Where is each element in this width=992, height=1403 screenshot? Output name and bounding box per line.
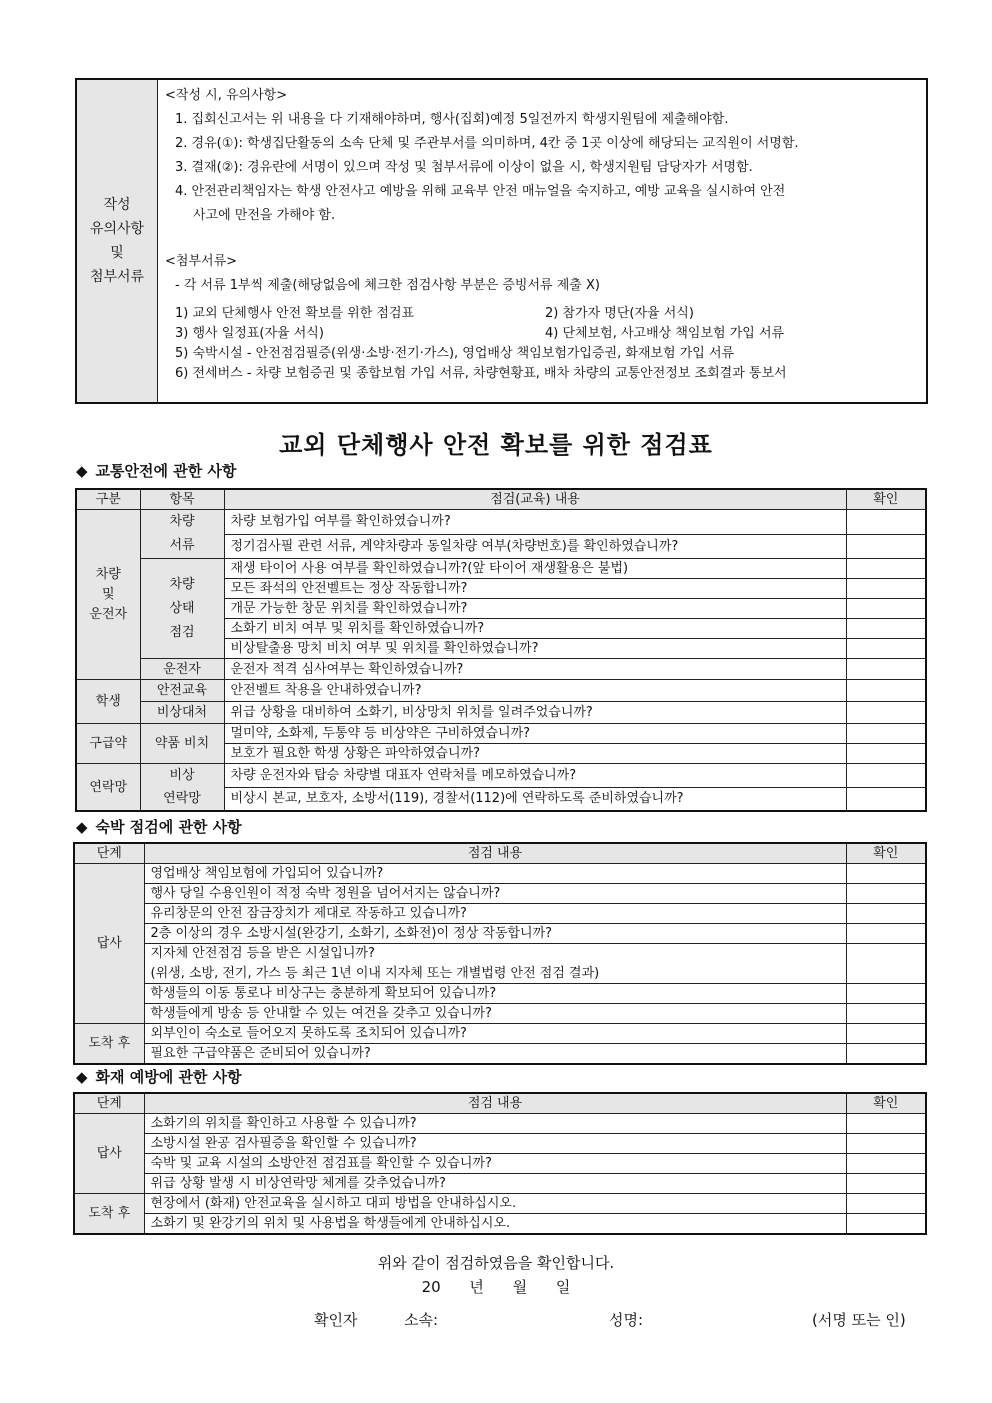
table-row: 지자체 안전점검 등을 받은 시설입니까? <box>144 944 846 964</box>
group-label: 차량 및 운전자 <box>89 566 128 622</box>
confirm-statement: 위와 같이 점검하였음을 확인합니다. <box>377 1254 615 1272</box>
document-title: 교외 단체행사 안전 확보를 위한 점검표 <box>279 430 713 459</box>
item-driver: 운전자 <box>140 659 224 680</box>
table-row: 안전벨트 착용을 안내하였습니까? <box>224 680 846 702</box>
item-vehicle-docs: 차량 서류 <box>140 510 224 559</box>
table-row: 소화기의 위치를 확인하고 사용할 수 있습니까? <box>144 1114 846 1134</box>
fire-checklist-table <box>73 1092 927 1235</box>
table-row: 위급 상황 발생 시 비상연락망 체계를 갖추었습니까? <box>144 1174 846 1194</box>
attach-item: 4) 단체보험, 사고배상 책임보험 가입 서류 <box>545 326 785 341</box>
attach-item: 2) 참가자 명단(자율 서식) <box>545 306 694 321</box>
stage-survey: 답사 <box>74 864 144 1024</box>
table-row: (위생, 소방, 전기, 가스 등 최근 1년 이내 지자체 또는 개별법령 안전 점검 결과) <box>144 964 846 984</box>
table-row: 현장에서 (화재) 안전교육을 실시하고 대피 방법을 안내하십시오. <box>144 1194 846 1214</box>
check-cell[interactable] <box>846 680 926 702</box>
check-cell[interactable] <box>846 984 926 1004</box>
side-label-line: 첨부서류 <box>89 269 145 285</box>
diamond-icon: ◆ <box>76 818 88 836</box>
check-cell[interactable] <box>846 639 926 659</box>
attach-title: <첨부서류> <box>165 254 238 269</box>
table-row: 소화기 및 완강기의 위치 및 사용법을 학생들에게 안내하십시오. <box>144 1214 846 1235</box>
table-row: 소방시설 완공 검사필증을 확인할 수 있습니까? <box>144 1134 846 1154</box>
side-label-line: 작성 <box>103 197 131 213</box>
table-row: 소화기 비치 여부 및 위치를 확인하였습니까? <box>224 619 846 639</box>
check-cell[interactable] <box>846 599 926 619</box>
notes-box <box>75 78 928 404</box>
group-vehicle-driver <box>76 510 140 680</box>
item-safety-edu: 안전교육 <box>140 680 224 702</box>
table-row: 외부인이 숙소로 들어오지 못하도록 조치되어 있습니까? <box>144 1024 846 1044</box>
date-line: 20 년 월 일 <box>421 1278 571 1296</box>
check-cell[interactable] <box>846 1194 926 1214</box>
lodging-checklist-table <box>73 842 927 1065</box>
notes-body <box>165 84 920 384</box>
table-row: 2층 이상의 경우 소방시설(완강기, 소화기, 소화전)이 정상 작동합니까? <box>144 924 846 944</box>
check-cell[interactable] <box>846 904 926 924</box>
check-cell[interactable] <box>846 724 926 744</box>
side-label-line: 유의사항 <box>89 221 145 237</box>
group-student: 학생 <box>76 680 140 724</box>
affiliation-field[interactable]: 소속: <box>404 1311 439 1329</box>
check-cell[interactable] <box>846 744 926 764</box>
item-emergency: 비상대처 <box>140 702 224 724</box>
table-row: 멀미약, 소화제, 두통약 등 비상약은 구비하였습니까? <box>224 724 846 744</box>
table-row: 위급 상황을 대비하여 소화기, 비상망치 위치를 일려주었습니까? <box>224 702 846 724</box>
check-cell[interactable] <box>846 510 926 535</box>
check-cell[interactable] <box>846 864 926 884</box>
caution-title: <작성 시, 유의사항> <box>165 88 288 103</box>
sign-label: (서명 또는 인) <box>812 1311 906 1329</box>
check-cell[interactable] <box>846 1134 926 1154</box>
side-label-line: 및 <box>110 245 124 261</box>
table-row: 개문 가능한 창문 위치를 확인하였습니까? <box>224 599 846 619</box>
section-heading-fire: ◆ 화재 예방에 관한 사항 <box>76 1068 242 1086</box>
caution-item: 2. 경유(①): 학생집단활동의 소속 단체 및 주관부서를 의미하며, 4칸 중 1곳 이상에 해당되는 교직원이 서명함. <box>175 136 799 151</box>
table-row: 차량 보험가입 여부를 확인하였습니까? <box>224 510 846 535</box>
header-check: 확인 <box>846 843 926 864</box>
check-cell[interactable] <box>846 1004 926 1024</box>
table-row: 정기검사필 관련 서류, 계약차량과 동일차량 여부(차량번호)를 확인하였습니까? <box>224 534 846 559</box>
table-row: 차량 운전자와 탑승 차량별 대표자 연락처를 메모하였습니까? <box>224 764 846 788</box>
table-row: 학생들에게 방송 등 안내할 수 있는 여건을 갖추고 있습니까? <box>144 1004 846 1024</box>
table-row: 비상탈출용 망치 비치 여부 및 위치를 확인하였습니까? <box>224 639 846 659</box>
header-content: 점검 내용 <box>144 843 846 864</box>
attach-item: 6) 전세버스 - 차량 보험증권 및 종합보험 가입 서류, 차량현황표, 배차 차량의 교통안전정보 조회결과 통보서 <box>175 366 787 381</box>
check-cell[interactable] <box>846 1154 926 1174</box>
table-row: 영업배상 책임보험에 가입되어 있습니까? <box>144 864 846 884</box>
diamond-icon: ◆ <box>76 1068 88 1086</box>
section-heading-traffic: ◆ 교통안전에 관한 사항 <box>76 462 237 480</box>
table-row: 유리창문의 안전 잠금장치가 제대로 작동하고 있습니까? <box>144 904 846 924</box>
header-stage: 단계 <box>74 843 144 864</box>
caution-item: 1. 집회신고서는 위 내용을 다 기재해야하며, 행사(집회)예정 5일전까지 학생지원팀에 제출해야함. <box>175 112 729 127</box>
stage-arrival: 도착 후 <box>74 1024 144 1065</box>
check-cell[interactable] <box>846 944 926 984</box>
notes-side-label <box>77 80 158 402</box>
diamond-icon: ◆ <box>76 462 88 480</box>
attach-item: 1) 교외 단체행사 안전 확보를 위한 점검표 <box>175 306 415 321</box>
header-content: 점검(교육) 내용 <box>224 489 846 510</box>
check-cell[interactable] <box>846 659 926 680</box>
table-row: 필요한 구급약품은 준비되어 있습니까? <box>144 1044 846 1065</box>
header-check: 확인 <box>846 1093 926 1114</box>
header-category: 구분 <box>76 489 140 510</box>
section-heading-lodging: ◆ 숙박 점검에 관한 사항 <box>76 818 242 836</box>
group-medicine: 구급약 <box>76 724 140 764</box>
check-cell[interactable] <box>846 559 926 579</box>
table-row: 보호가 필요한 학생 상황은 파악하였습니까? <box>224 744 846 764</box>
check-cell[interactable] <box>846 619 926 639</box>
group-contact: 연락망 <box>76 764 140 812</box>
attach-item: 3) 행사 일정표(자율 서식) <box>175 326 324 341</box>
caution-item: 4. 안전관리책임자는 학생 안전사고 예방을 위해 교육부 안전 매뉴얼을 숙지하고, 예방 교육을 실시하여 안전 <box>175 184 786 199</box>
check-cell[interactable] <box>846 534 926 559</box>
table-row: 재생 타이어 사용 여부를 확인하였습니까?(앞 타이어 재생활용은 불법) <box>224 559 846 579</box>
check-cell[interactable] <box>846 1174 926 1194</box>
confirmer-label: 확인자 <box>314 1311 358 1329</box>
header-item: 항목 <box>140 489 224 510</box>
traffic-checklist-table <box>75 488 927 812</box>
name-field[interactable]: 성명: <box>609 1311 644 1329</box>
check-cell[interactable] <box>846 787 926 811</box>
table-row: 모든 좌석의 안전벨트는 정상 작동합니까? <box>224 579 846 599</box>
table-row: 행사 당일 수용인원이 적정 숙박 정원을 넘어서지는 않습니까? <box>144 884 846 904</box>
item-contact: 비상 연락망 <box>140 764 224 812</box>
check-cell[interactable] <box>846 1024 926 1044</box>
header-check: 확인 <box>846 489 926 510</box>
check-cell[interactable] <box>846 579 926 599</box>
header-content: 점검 내용 <box>144 1093 846 1114</box>
check-cell[interactable] <box>846 764 926 788</box>
table-row: 숙박 및 교육 시설의 소방안전 점검표를 확인할 수 있습니까? <box>144 1154 846 1174</box>
table-row: 운전자 적격 심사여부는 확인하였습니까? <box>224 659 846 680</box>
check-cell[interactable] <box>846 1044 926 1065</box>
check-cell[interactable] <box>846 1114 926 1134</box>
item-vehicle-state: 차량 상태 점검 <box>140 559 224 659</box>
caution-item: 사고에 만전을 가해야 함. <box>193 208 336 223</box>
stage-arrival: 도착 후 <box>74 1194 144 1235</box>
item-medicine: 약품 비치 <box>140 724 224 764</box>
check-cell[interactable] <box>846 924 926 944</box>
table-row: 비상시 본교, 보호자, 소방서(119), 경찰서(112)에 연락하도록 준비하였습니까? <box>224 787 846 811</box>
attach-note: - 각 서류 1부씩 제출(해당없음에 체크한 점검사항 부분은 증빙서류 제출 X) <box>175 278 600 293</box>
attach-item: 5) 숙박시설 - 안전점검필증(위생·소방·전기·가스), 영업배상 책임보험가입증권, 화재보험 가입 서류 <box>175 346 735 361</box>
caution-item: 3. 결재(②): 경유란에 서명이 있으며 작성 및 첨부서류에 이상이 없을 시, 학생지원팀 담당자가 서명함. <box>175 160 753 175</box>
check-cell[interactable] <box>846 702 926 724</box>
check-cell[interactable] <box>846 1214 926 1235</box>
table-row: 학생들의 이동 통로나 비상구는 충분하게 확보되어 있습니까? <box>144 984 846 1004</box>
stage-survey: 답사 <box>74 1114 144 1194</box>
check-cell[interactable] <box>846 884 926 904</box>
header-stage: 단계 <box>74 1093 144 1114</box>
